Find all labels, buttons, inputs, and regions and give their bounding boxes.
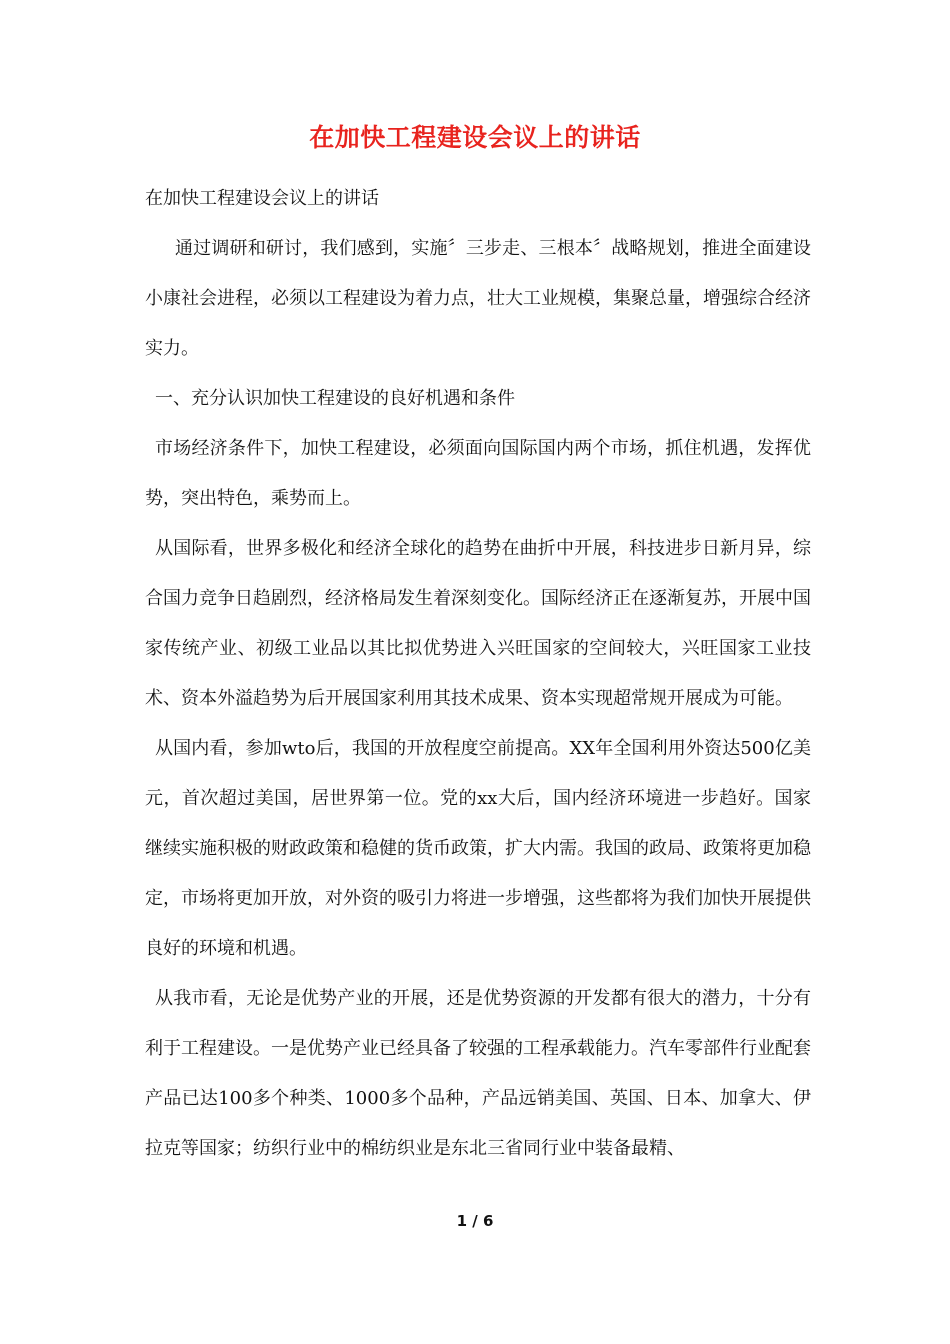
- paragraph-domestic: 从国内看，参加wto后，我国的开放程度空前提高。XX年全国利用外资达500亿美元，首次超过美国，居世界第一位。党的xx大后，国内经济环境进一步趋好。国家继续实施积极的财政政策和稳健的货币政策，扩大内需。我国的政局、政策将更加稳定，市场将更加开放，对外资的吸引力将进一步增强，这些都将为我们加快开展提供良好的环境和机遇。: [145, 738, 811, 959]
- document-subtitle: 在加快工程建设会议上的讲话: [145, 188, 379, 209]
- page-number: 1 / 6: [456, 1212, 494, 1230]
- document-title: 在加快工程建设会议上的讲话: [309, 123, 641, 152]
- paragraph-market: 市场经济条件下，加快工程建设，必须面向国际国内两个市场，抓住机遇，发挥优势，突出特色，乘势而上。: [145, 438, 811, 509]
- section-heading: 一、充分认识加快工程建设的良好机遇和条件: [155, 388, 515, 409]
- paragraph-international: 从国际看，世界多极化和经济全球化的趋势在曲折中开展，科技进步日新月异，综合国力竞争日趋剧烈，经济格局发生着深刻变化。国际经济正在逐渐复苏，开展中国家传统产业、初级工业品以其比拟优势进入兴旺国家的空间较大，兴旺国家工业技术、资本外溢趋势为后开展国家利用其技术成果、资本实现超常规开展成为可能。: [145, 538, 811, 709]
- paragraph-local: 从我市看，无论是优势产业的开展，还是优势资源的开发都有很大的潜力，十分有利于工程建设。一是优势产业已经具备了较强的工程承载能力。汽车零部件行业配套产品已达100多个种类、1000多个品种，产品远销美国、英国、日本、加拿大、伊拉克等国家；纺织行业中的棉纺织业是东北三省同行业中装备最精、: [145, 988, 811, 1159]
- document-body: [145, 174, 811, 1174]
- paragraph-intro: 通过调研和研讨，我们感到，实施〞三步走、三根本〞战略规划，推进全面建设小康社会进程，必须以工程建设为着力点，壮大工业规模，集聚总量，增强综合经济实力。: [145, 238, 811, 359]
